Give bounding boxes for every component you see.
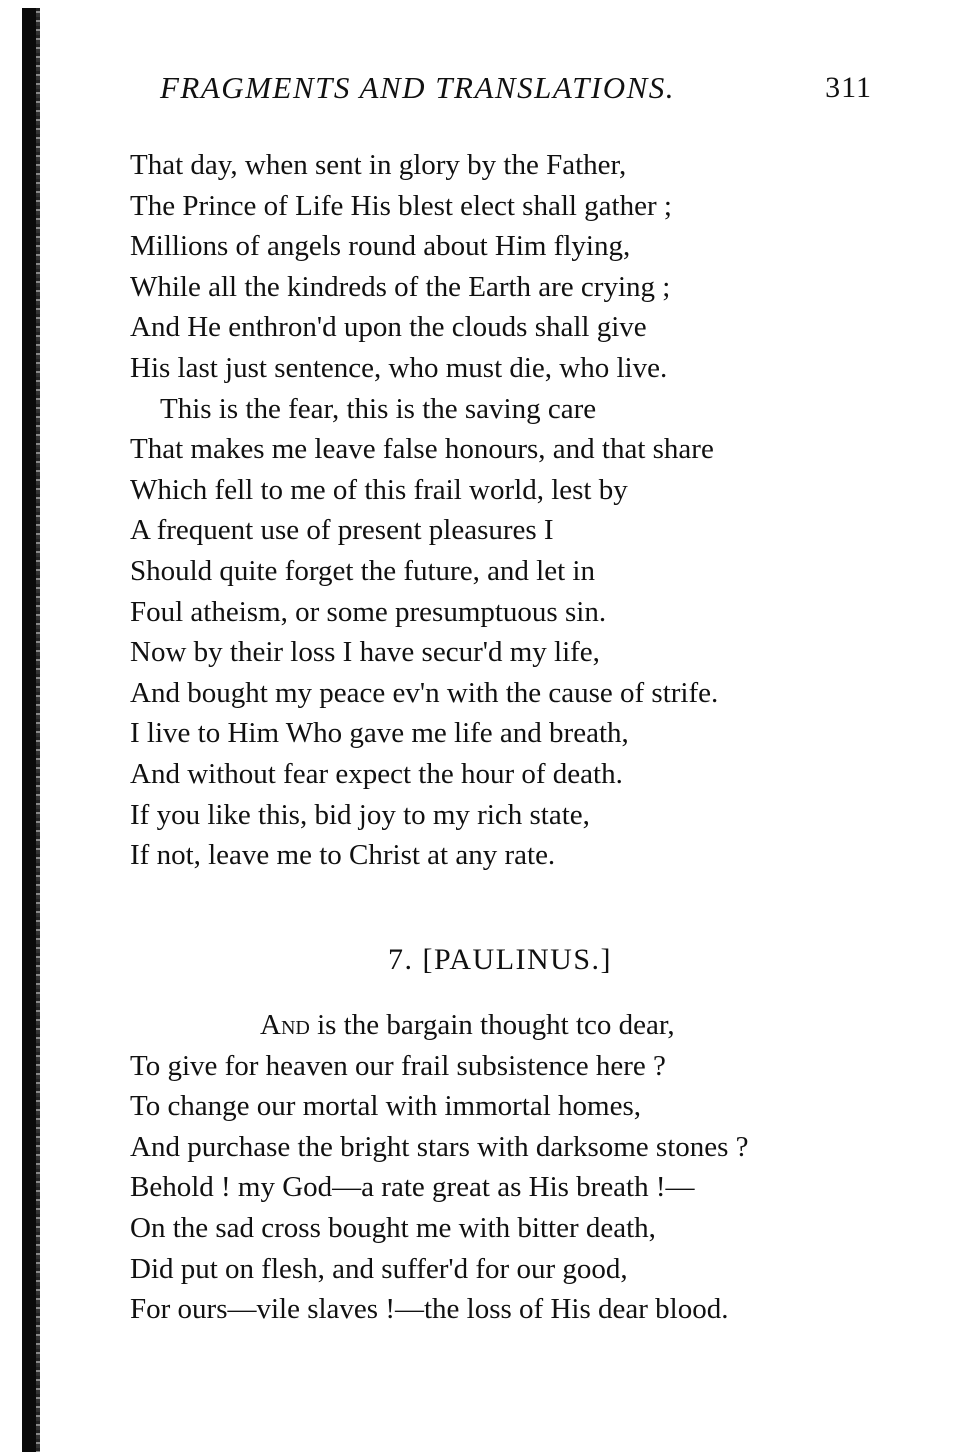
verse-line: And He enthron'd upon the clouds shall give xyxy=(130,311,647,344)
verse-line: A frequent use of present pleasures I xyxy=(130,514,554,547)
verse-line: If not, leave me to Christ at any rate. xyxy=(130,839,556,872)
binding-edge xyxy=(22,8,38,1452)
poem-one xyxy=(130,145,890,876)
verse-line: And bought my peace ev'n with the cause of strife. xyxy=(130,676,719,709)
verse-line: Did put on flesh, and suffer'd for our good, xyxy=(130,1252,628,1285)
verse-line-opening xyxy=(130,1005,890,1046)
verse-line: Millions of angels round about Him flying, xyxy=(130,230,631,263)
verse-line: This is the fear, this is the saving care xyxy=(160,392,597,425)
verse-line: To give for heaven our frail subsistence here ? xyxy=(130,1049,666,1082)
verse-line: On the sad cross bought me with bitter death, xyxy=(130,1211,656,1244)
verse-line: Which fell to me of this frail world, lest by xyxy=(130,473,628,506)
running-head xyxy=(160,66,872,110)
verse-line: Behold ! my God—a rate great as His breath !— xyxy=(130,1171,695,1204)
verse-line: For ours—vile slaves !—the loss of His dear blood. xyxy=(130,1293,729,1326)
poem-two xyxy=(130,1005,890,1330)
verse-line: That day, when sent in glory by the Father, xyxy=(130,149,627,181)
verse-line: I live to Him Who gave me life and breath, xyxy=(130,717,629,750)
verse-line: Now by their loss I have secur'd my life, xyxy=(130,636,600,669)
opening-word: And xyxy=(260,1009,310,1041)
opening-line-rest: is the bargain thought tco dear, xyxy=(309,1009,675,1041)
verse-line: And purchase the bright stars with darksome stones ? xyxy=(130,1130,749,1163)
verse-line: His last just sentence, who must die, who live. xyxy=(130,351,668,384)
page-number: 311 xyxy=(825,71,872,104)
verse-line: If you like this, bid joy to my rich state, xyxy=(130,798,590,831)
verse-line: Should quite forget the future, and let in xyxy=(130,554,595,587)
verse-line: The Prince of Life His blest elect shall gather ; xyxy=(130,189,672,222)
running-title: FRAGMENTS AND TRANSLATIONS. xyxy=(160,70,676,105)
verse-line: To change our mortal with immortal homes, xyxy=(130,1090,641,1123)
verse-line: And without fear expect the hour of death. xyxy=(130,757,623,790)
verse-line: Foul atheism, or some presumptuous sin. xyxy=(130,595,607,628)
verse-line: While all the kindreds of the Earth are crying ; xyxy=(130,270,671,303)
verse-line: That makes me leave false honours, and that share xyxy=(130,433,714,466)
section-heading: 7. [PAULINUS.] xyxy=(387,943,613,976)
